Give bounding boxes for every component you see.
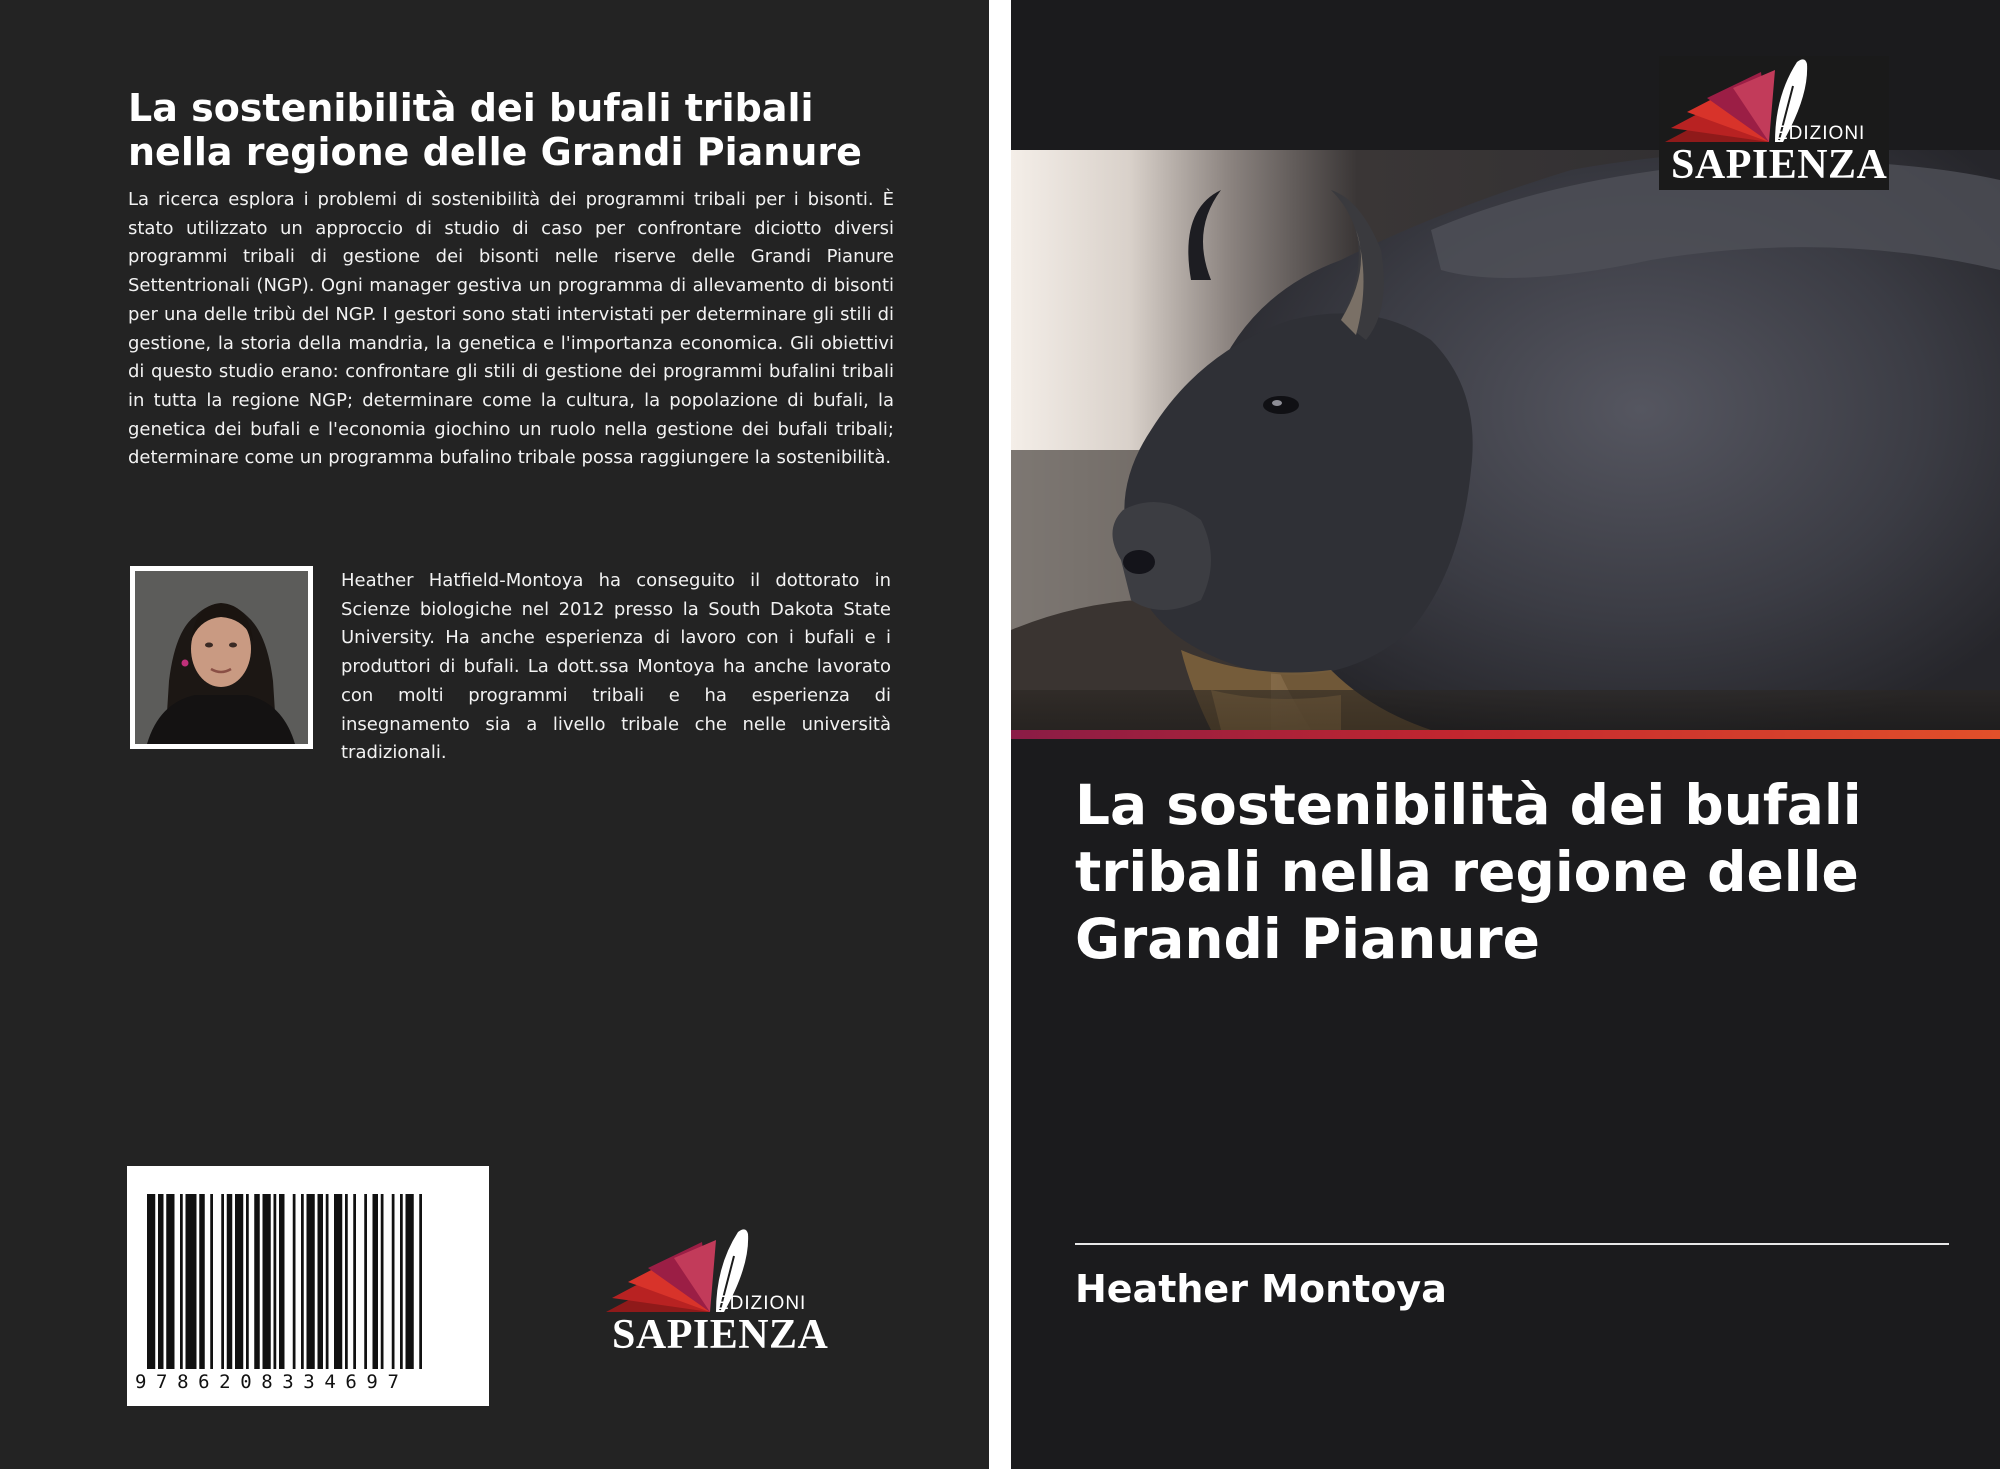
front-cover-title: La sostenibilità dei bufali tribali nella regione delle Grandi Pianure bbox=[1075, 773, 1862, 971]
barcode-bar bbox=[400, 1194, 403, 1369]
barcode-bar bbox=[227, 1194, 233, 1369]
author-portrait-image bbox=[135, 571, 308, 744]
back-cover-title: La sostenibilità dei bufali tribali nella regione delle Grandi Pianure bbox=[128, 86, 862, 174]
barcode-bars bbox=[127, 1166, 489, 1406]
barcode-bar bbox=[419, 1194, 422, 1369]
accent-strip bbox=[1011, 730, 2000, 739]
barcode-bar bbox=[199, 1194, 205, 1369]
barcode-bar bbox=[210, 1194, 213, 1369]
barcode-bar bbox=[158, 1194, 164, 1369]
barcode-bar bbox=[166, 1194, 174, 1369]
barcode-bar bbox=[235, 1194, 243, 1369]
barcode-bar bbox=[364, 1194, 367, 1369]
barcode-bar bbox=[274, 1194, 277, 1369]
publisher-edizioni-label: EDIZIONI bbox=[1775, 123, 1866, 144]
isbn-barcode bbox=[127, 1166, 489, 1406]
isbn-digits: 9786208334697 bbox=[135, 1371, 409, 1393]
barcode-bar bbox=[307, 1194, 315, 1369]
publisher-logo-front bbox=[1663, 56, 1888, 188]
barcode-bar bbox=[318, 1194, 324, 1369]
bison-photo bbox=[1011, 150, 2000, 730]
spine bbox=[989, 0, 1011, 1469]
barcode-bar bbox=[334, 1194, 342, 1369]
bison-image bbox=[1011, 150, 2000, 730]
barcode-bar bbox=[345, 1194, 348, 1369]
barcode-bar bbox=[246, 1194, 249, 1369]
barcode-bar bbox=[221, 1194, 224, 1369]
barcode-bar bbox=[186, 1194, 197, 1369]
front-cover-divider bbox=[1075, 1243, 1949, 1245]
barcode-bar bbox=[326, 1194, 329, 1369]
barcode-bar bbox=[180, 1194, 183, 1369]
author-photo bbox=[130, 566, 313, 749]
publisher-name: SAPIENZA bbox=[612, 1312, 829, 1358]
author-bio: Heather Hatfield-Montoya ha conseguito il dottorato in Scienze biologiche nel 2012 presso la South Dakota State University. Ha anche esperienza di lavoro con i bufali e i produttori di bufali. La dott.ssa Montoya ha anche lavorato con molti programmi tribali e ha esperienza di insegnamento sia a livello tribale che nelle università tradizionali. bbox=[341, 570, 891, 764]
front-cover bbox=[1011, 0, 2000, 1469]
barcode-bar bbox=[373, 1194, 379, 1369]
publisher-edizioni-label: EDIZIONI bbox=[716, 1293, 807, 1314]
barcode-bar bbox=[301, 1194, 304, 1369]
publisher-logo-back bbox=[604, 1226, 829, 1358]
barcode-bar bbox=[392, 1194, 395, 1369]
barcode-bar bbox=[353, 1194, 356, 1369]
barcode-bar bbox=[279, 1194, 285, 1369]
publisher-logo-front-box bbox=[1659, 56, 1889, 190]
front-cover-author: Heather Montoya bbox=[1075, 1267, 1447, 1311]
barcode-bar bbox=[381, 1194, 384, 1369]
barcode-bar bbox=[254, 1194, 260, 1369]
barcode-bar bbox=[263, 1194, 271, 1369]
barcode-bar bbox=[406, 1194, 414, 1369]
barcode-bar bbox=[147, 1194, 155, 1369]
back-cover bbox=[0, 0, 989, 1469]
publisher-name: SAPIENZA bbox=[1671, 142, 1888, 188]
back-cover-abstract: La ricerca esplora i problemi di sostenibilità dei programmi tribali per i bisonti. È stato utilizzato un approccio di studio di caso per confrontare diciotto diversi programmi tribali di gestione dei bisonti nelle riserve delle Grandi Pianure Settentrionali (NGP). Ogni manager gestiva un programma di allevamento di bisonti per una delle tribù del NGP. I gestori sono stati intervistati per determinare gli stili di gestione, la storia della mandria, la genetica e l'importanza economica. Gli obiettivi di questo studio erano: confrontare gli stili di gestione dei programmi bufalini tribali in tutta la regione NGP; determinare come la cultura, la popolazione di bufali, la genetica dei bufali e l'economia giochino un ruolo nella gestione dei bufali tribali; determinare come un programma bufalino tribale possa raggiungere la sostenibilità. bbox=[128, 189, 894, 469]
barcode-bar bbox=[293, 1194, 296, 1369]
